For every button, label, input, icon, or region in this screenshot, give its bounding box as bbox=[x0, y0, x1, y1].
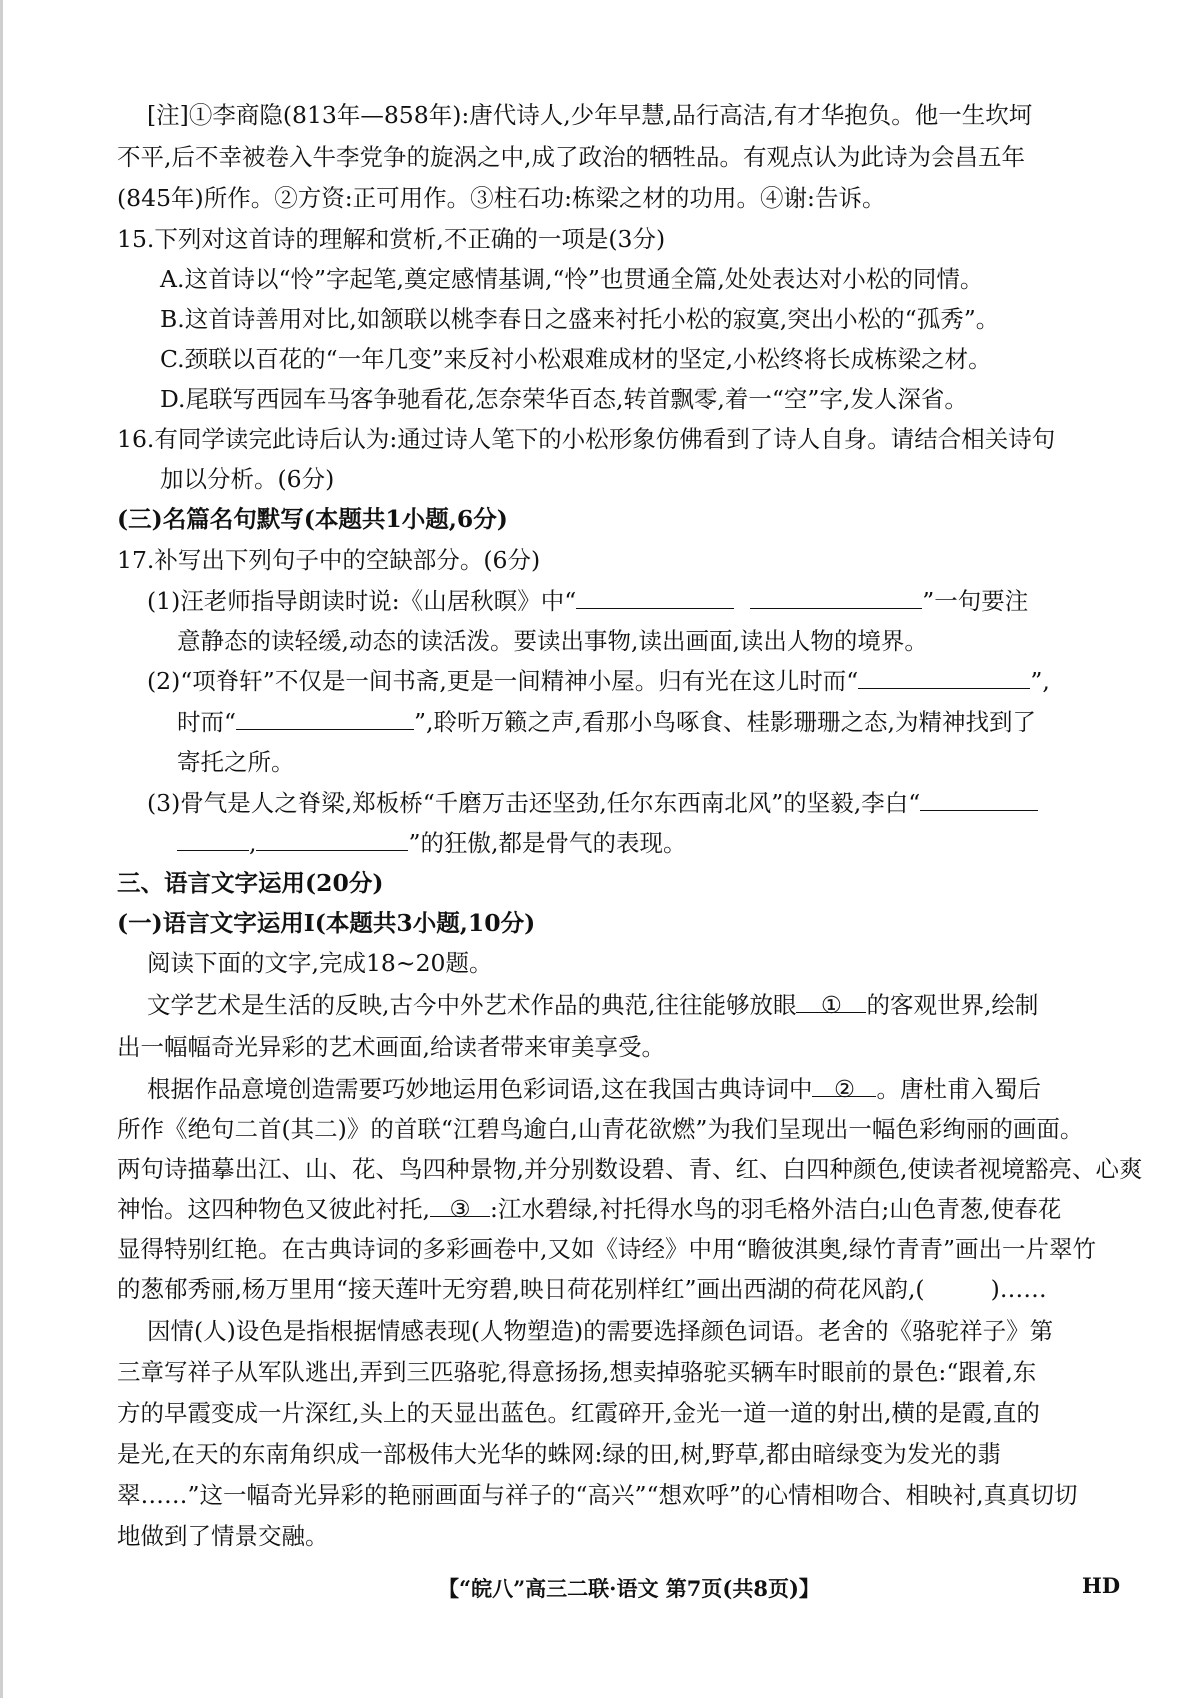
passage-p2-line-5: 显得特别红艳。在古典诗词的多彩画卷中,又如《诗经》中用“瞻彼淇奥,绿竹青青”画出一片翠竹 bbox=[117, 1235, 1096, 1263]
passage-p2-text-f: )…… bbox=[990, 1275, 1047, 1303]
answer-blank[interactable] bbox=[750, 584, 922, 609]
passage-p2-text-b: 。唐杜甫入蜀后 bbox=[876, 1075, 1041, 1103]
q17-item-3-line-2 bbox=[177, 826, 686, 860]
passage-p3-line-3: 方的早霞变成一片深红,头上的天显出蓝色。红霞碎开,金光一道一道的射出,横的是霞,直的 bbox=[117, 1399, 1040, 1427]
passage-p3-line-6: 地做到了情景交融。 bbox=[117, 1522, 329, 1550]
note-line-1: [注]①李商隐(813年—858年):唐代诗人,少年早慧,品行高洁,有才华抱负。他一生坎坷 bbox=[147, 101, 1033, 129]
footer-code: HD bbox=[1082, 1573, 1121, 1598]
passage-p2-line-6 bbox=[117, 1272, 1047, 1306]
blank-marker-1: ① bbox=[820, 991, 842, 1019]
q17-item-2-suffix: ”,聆听万籁之声,看那小鸟啄食、桂影珊珊之态,为精神找到了 bbox=[414, 708, 1036, 736]
q17-item-1-line-2: 意静态的读轻缓,动态的读活泼。要读出事物,读出画面,读出人物的境界。 bbox=[177, 627, 928, 655]
part-heading-3: 三、语言文字运用(20分) bbox=[117, 869, 384, 897]
q17-item-3-prefix: (3)骨气是人之脊梁,郑板桥“千磨万击还坚劲,任尔东西南北风”的坚毅,李白“ bbox=[147, 789, 921, 817]
q17-item-3-comma: , bbox=[249, 829, 257, 857]
answer-blank[interactable] bbox=[256, 826, 408, 851]
q17-item-3-suffix: ”的狂傲,都是骨气的表现。 bbox=[408, 829, 687, 857]
q17-item-1-prefix: (1)汪老师指导朗读时说:《山居秋暝》中“ bbox=[147, 587, 577, 615]
q15-option-d: D.尾联写西园车马客争驰看花,怎奈荣华百态,转首飘零,着一“空”字,发人深省。 bbox=[160, 385, 968, 413]
answer-blank-1[interactable] bbox=[796, 988, 866, 1019]
q16-line-1: 16.有同学读完此诗后认为:通过诗人笔下的小松形象仿佛看到了诗人自身。请结合相关诗句 bbox=[117, 425, 1056, 453]
passage-p2-line-2: 所作《绝句二首(其二)》的首联“江碧鸟逾白,山青花欲燃”为我们呈现出一幅色彩绚丽的画面。 bbox=[117, 1115, 1084, 1143]
passage-p1-line-1 bbox=[147, 988, 1038, 1022]
section-heading-3: (三)名篇名句默写(本题共1小题,6分) bbox=[117, 505, 508, 533]
q17-stem: 17.补写出下列句子中的空缺部分。(6分) bbox=[117, 546, 541, 574]
answer-blank[interactable] bbox=[920, 786, 1038, 811]
blank-marker-3: ③ bbox=[449, 1195, 471, 1223]
reading-instruction: 阅读下面的文字,完成18~20题。 bbox=[147, 949, 493, 977]
answer-blank[interactable] bbox=[576, 584, 734, 609]
q17-item-2-line-3: 寄托之所。 bbox=[177, 748, 295, 776]
passage-p3-line-5: 翠……”这一幅奇光异彩的艳丽画面与祥子的“高兴”“想欢呼”的心情相吻合、相映衬,真真切切 bbox=[117, 1481, 1078, 1509]
answer-blank[interactable] bbox=[858, 664, 1030, 689]
q17-item-2-prefix-2: 时而“ bbox=[177, 708, 237, 736]
passage-p2-line-1 bbox=[147, 1072, 1041, 1106]
passage-p2-line-3: 两句诗描摹出江、山、花、鸟四种景物,并分别数设碧、青、红、白四种颜色,使读者视境豁亮、心爽 bbox=[117, 1155, 1143, 1183]
q17-item-2-prefix: (2)“项脊轩”不仅是一间书斋,更是一间精神小屋。归有光在这儿时而“ bbox=[147, 667, 859, 695]
passage-p3-line-1: 因情(人)设色是指根据情感表现(人物塑造)的需要选择颜色词语。老舍的《骆驼祥子》第 bbox=[147, 1317, 1054, 1345]
answer-blank[interactable] bbox=[177, 826, 249, 851]
subsection-heading-1: (一)语言文字运用Ⅰ(本题共3小题,10分) bbox=[117, 909, 536, 937]
q15-option-c: C.颈联以百花的“一年几变”来反衬小松艰难成材的坚定,小松终将长成栋梁之材。 bbox=[160, 345, 992, 373]
answer-blank-2[interactable] bbox=[812, 1072, 876, 1103]
passage-p2-text-e: 的葱郁秀丽,杨万里用“接天莲叶无穷碧,映日荷花别样红”画出西湖的荷花风韵,( bbox=[117, 1275, 925, 1303]
q17-item-2-line-1 bbox=[147, 664, 1050, 698]
scan-edge bbox=[0, 0, 3, 1698]
passage-p1-line-2: 出一幅幅奇光异彩的艺术画面,给读者带来审美享受。 bbox=[117, 1033, 665, 1061]
passage-p3-line-2: 三章写祥子从军队逃出,弄到三匹骆驼,得意扬扬,想卖掉骆驼买辆车时眼前的景色:“跟着,东 bbox=[117, 1358, 1037, 1386]
note-line-3: (845年)所作。②方资:正可用作。③柱石功:栋梁之材的功用。④谢:告诉。 bbox=[117, 184, 886, 212]
passage-p3-line-4: 是光,在天的东南角织成一部极伟大光华的蛛网:绿的田,树,野草,都由暗绿变为发光的翡 bbox=[117, 1440, 1001, 1468]
answer-blank[interactable] bbox=[236, 705, 414, 730]
passage-p2-text-d: :江水碧绿,衬托得水鸟的羽毛格外洁白;山色青葱,使春花 bbox=[489, 1195, 1062, 1223]
passage-p1-text-b: 的客观世界,绘制 bbox=[866, 991, 1039, 1019]
passage-p2-text-a: 根据作品意境创造需要巧妙地运用色彩词语,这在我国古典诗词中 bbox=[147, 1075, 813, 1103]
q15-option-a: A.这首诗以“怜”字起笔,奠定感情基调,“怜”也贯通全篇,处处表达对小松的同情。 bbox=[160, 265, 984, 293]
q17-item-2-mid: ”, bbox=[1030, 667, 1050, 695]
q17-item-2-line-2 bbox=[177, 705, 1036, 739]
blank-marker-2: ② bbox=[833, 1075, 856, 1103]
passage-p1-text-a: 文学艺术是生活的反映,古今中外艺术作品的典范,往往能够放眼 bbox=[147, 991, 797, 1019]
q17-item-3-line-1 bbox=[147, 786, 1038, 820]
q16-line-2: 加以分析。(6分) bbox=[160, 465, 335, 493]
page-footer: 【“皖八”高三二联·语文 第7页(共8页)】 bbox=[438, 1576, 820, 1601]
q17-item-1-suffix: ”一句要注 bbox=[922, 587, 1029, 615]
q15-option-b: B.这首诗善用对比,如颔联以桃李春日之盛来衬托小松的寂寞,突出小松的“孤秀”。 bbox=[160, 305, 1000, 333]
answer-blank-3[interactable] bbox=[430, 1192, 490, 1223]
q15-stem: 15.下列对这首诗的理解和赏析,不正确的一项是(3分) bbox=[117, 225, 666, 253]
note-line-2: 不平,后不幸被卷入牛李党争的旋涡之中,成了政治的牺牲品。有观点认为此诗为会昌五年 bbox=[117, 143, 1025, 171]
passage-p2-line-4 bbox=[117, 1192, 1061, 1226]
q17-item-1-line-1 bbox=[147, 584, 1028, 618]
passage-p2-text-c: 神怡。这四种物色又彼此衬托, bbox=[117, 1195, 430, 1223]
